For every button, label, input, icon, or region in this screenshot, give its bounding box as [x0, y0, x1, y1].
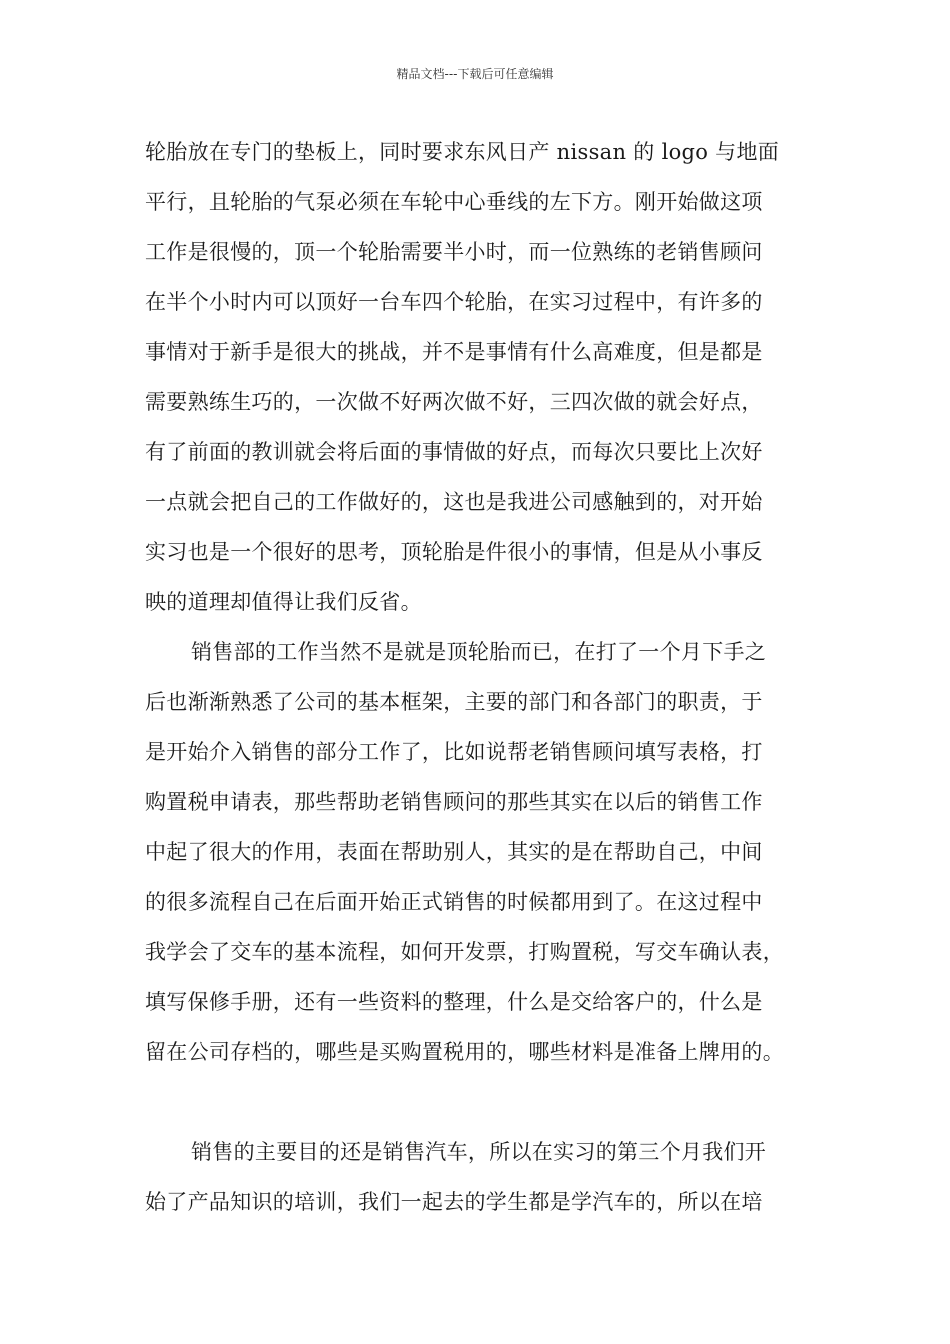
text-line: 需要熟练生巧的，一次做不好两次做不好，三四次做的就会好点， — [145, 390, 763, 414]
paragraph-3 — [145, 1127, 825, 1227]
text-line: 购置税申请表，那些帮助老销售顾问的那些其实在以后的销售工作 — [145, 790, 763, 814]
paragraph-1 — [145, 127, 825, 627]
text-line: 工作是很慢的，顶一个轮胎需要半小时，而一位熟练的老销售顾问 — [145, 240, 763, 264]
text-line: 一点就会把自己的工作做好的，这也是我进公司感触到的，对开始 — [145, 490, 763, 514]
text-line: 平行，且轮胎的气泵必须在车轮中心垂线的左下方。刚开始做这项 — [145, 190, 763, 214]
paragraph-spacer — [145, 1077, 825, 1127]
text-line: 在半个小时内可以顶好一台车四个轮胎，在实习过程中，有许多的 — [145, 290, 763, 314]
page-header: 精品文档---下载后可任意编辑 — [396, 67, 554, 81]
text-line: 填写保修手册，还有一些资料的整理，什么是交给客户的，什么是 — [145, 990, 763, 1014]
paragraph-2 — [145, 627, 825, 1077]
text-line: 实习也是一个很好的思考，顶轮胎是件很小的事情，但是从小事反 — [145, 540, 763, 564]
text-line: 是开始介入销售的部分工作了，比如说帮老销售顾问填写表格，打 — [145, 740, 763, 764]
text-line: 销售的主要目的还是销售汽车，所以在实习的第三个月我们开 — [191, 1140, 767, 1164]
text-line: 事情对于新手是很大的挑战，并不是事情有什么高难度，但是都是 — [145, 340, 763, 364]
text-line: 始了产品知识的培训，我们一起去的学生都是学汽车的，所以在培 — [145, 1190, 763, 1214]
text-line: 有了前面的教训就会将后面的事情做的好点，而每次只要比上次好 — [145, 440, 763, 464]
document-body — [145, 127, 825, 1227]
text-line: 中起了很大的作用，表面在帮助别人，其实的是在帮助自己，中间 — [145, 840, 763, 864]
text-line: 轮胎放在专门的垫板上，同时要求东风日产 nissan 的 logo 与地面 — [145, 140, 780, 164]
text-line: 映的道理却值得让我们反省。 — [145, 590, 422, 614]
text-line: 留在公司存档的，哪些是买购置税用的，哪些材料是准备上牌用的。 — [145, 1040, 784, 1064]
text-line: 我学会了交车的基本流程，如何开发票，打购置税，写交车确认表， — [145, 940, 784, 964]
text-line: 的很多流程自己在后面开始正式销售的时候都用到了。在这过程中 — [145, 890, 763, 914]
text-line: 销售部的工作当然不是就是顶轮胎而已，在打了一个月下手之 — [191, 640, 767, 664]
text-line: 后也渐渐熟悉了公司的基本框架，主要的部门和各部门的职责，于 — [145, 690, 763, 714]
